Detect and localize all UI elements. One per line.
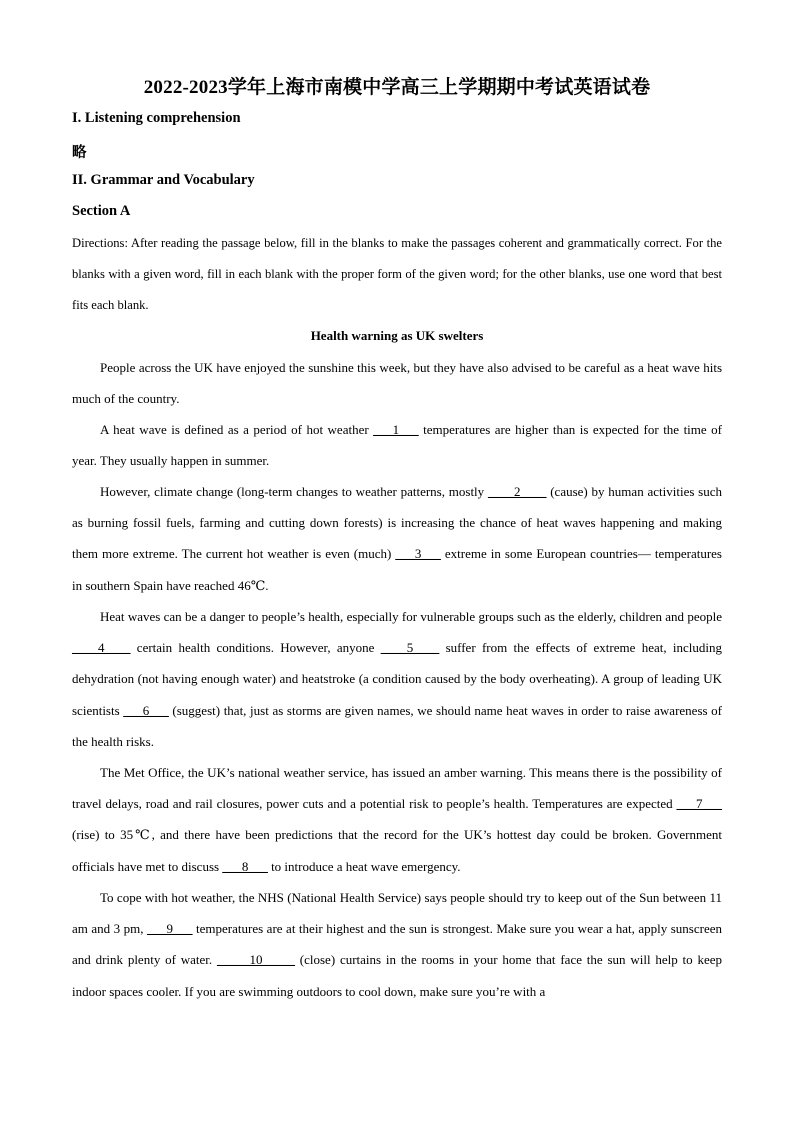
paragraph-4-text-a: Heat waves can be a danger to people’s health, especially for vulnerable groups such as the elderly, children and people (100, 609, 722, 624)
paragraph-4 (72, 601, 722, 757)
section-a-heading: Section A (72, 203, 131, 219)
paragraph-5-text-c: to introduce a heat wave emergency. (267, 858, 461, 874)
blank-2: ____2____ (487, 484, 547, 499)
paragraph-5 (72, 757, 722, 882)
blank-8: ___8___ (222, 858, 268, 874)
paragraph-6-text-b: temperatures are at their highest and the sun is strongest. Make sure you wear a hat, apply sunscreen and drink plenty of water. (72, 921, 722, 968)
section-2-heading: II. Grammar and Vocabulary (72, 172, 255, 188)
exam-title: 2022-2023学年上海市南模中学高三上学期期中考试英语试卷 (143, 77, 651, 98)
paragraph-4-text-b: certain health conditions. However, anyone (130, 640, 381, 656)
directions-text: Directions: After reading the passage below, fill in the blanks to make the passages coherent and grammatically correct. For the blanks with a given word, fill in each blank with the proper form of the given word; for the other blanks, use one word that best fits each blank. (72, 236, 722, 313)
blank-3: ___3___ (395, 546, 441, 562)
blank-6: ___6___ (123, 702, 169, 718)
paragraph-2 (72, 414, 722, 476)
paragraph-3 (72, 476, 722, 601)
blank-7: ___7___ (676, 796, 722, 812)
paragraph-1: People across the UK have enjoyed the sunshine this week, but they have also advised to be careful as a heat wave hits much of the country. (72, 360, 722, 407)
paragraph-6 (72, 882, 722, 1007)
paragraph-3-text-a: However, climate change (long-term changes to weather patterns, mostly (100, 484, 488, 499)
blank-10: _____10_____ (216, 952, 295, 968)
paragraph-5-text-a: The Met Office, the UK’s national weather service, has issued an amber warning. This means there is the possibility of travel delays, road and rail closures, power cuts and a potential risk to people’s health. Temperatures are expected (72, 765, 722, 812)
section-1-note: 略 (72, 145, 87, 161)
paragraph-3-text-c: extreme in some European countries— temperatures in southern Spain have reached 46℃. (72, 546, 722, 593)
paragraph-4-text-c: suffer from the effects of extreme heat, including dehydration (not having enough water) and heatstroke (a condition caused by the body overheating). A group of leading UK scientists (72, 640, 722, 718)
blank-1: ___1___ (373, 422, 419, 437)
passage-title: Health warning as UK swelters (310, 328, 484, 343)
paragraph-3-text-b: (cause) by human activities such as burning fossil fuels, farming and cutting down forests) is increasing the chance of heat waves happening and making them more extreme. The current hot weather is even (much) (72, 484, 723, 562)
paragraph-4-text-d: (suggest) that, just as storms are given names, we should name heat waves in order to raise awareness of the health risks. (72, 702, 723, 749)
paragraph-6-text-a: To cope with hot weather, the NHS (National Health Service) says people should try to keep out of the Sun between 11 am and 3 pm, (72, 890, 722, 937)
paragraph-5-text-b: (rise) to 35℃, and there have been predictions that the record for the UK’s hottest day could be broken. Government officials have met to discuss (72, 827, 722, 874)
blank-5: ____5____ (380, 640, 440, 656)
paragraph-6-text-c: (close) curtains in the rooms in your home that face the sun will help to keep indoor spaces cooler. If you are swimming outdoors to cool down, make sure you’re with a (72, 952, 723, 999)
blank-9: ___9___ (147, 921, 193, 937)
paragraph-2-text-a: A heat wave is defined as a period of hot weather (100, 422, 374, 437)
paragraph-2-text-b: temperatures are higher than is expected for the time of year. They usually happen in summer. (72, 422, 722, 469)
blank-4: ____4____ (72, 640, 131, 656)
section-1-heading: I. Listening comprehension (72, 110, 241, 126)
